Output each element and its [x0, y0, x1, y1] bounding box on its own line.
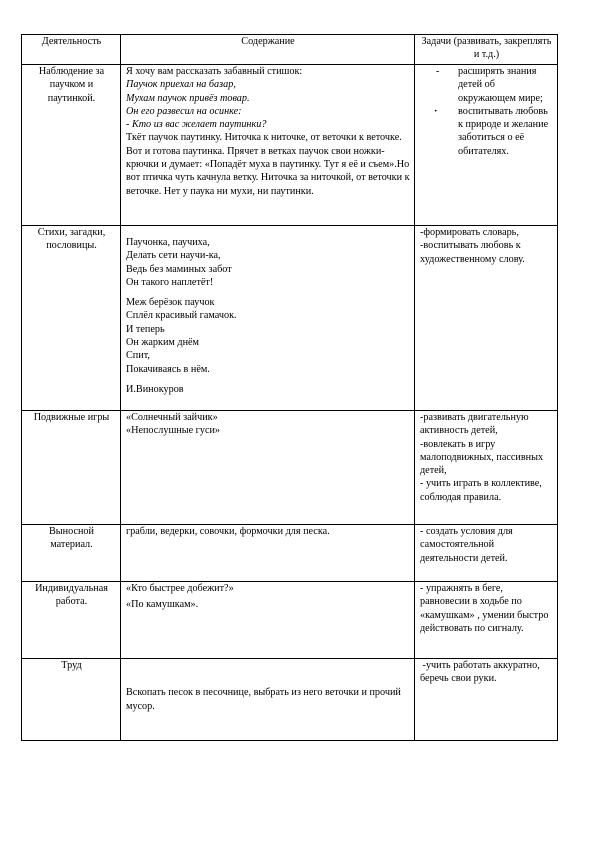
table-row	[22, 411, 558, 525]
poem-line: Ведь без маминых забот	[126, 263, 232, 275]
tasks-cell	[415, 582, 558, 659]
poem-line: Паучок приехал на базар,	[126, 79, 236, 91]
poem-author: И.Винокуров	[126, 383, 184, 395]
activity-cell: Выносной материал.	[22, 525, 121, 582]
task-item: · воспитывать любовь к природе и желание заботиться о её обитателях.	[458, 105, 553, 158]
poem-line: И теперь	[126, 323, 165, 335]
content-cell	[121, 525, 415, 582]
table-row	[22, 525, 558, 582]
header-activity: Деятельность	[22, 35, 121, 65]
game-item: «Солнечный зайчик»	[126, 412, 218, 423]
poem-line: Мухам паучок привёз товар.	[126, 92, 250, 104]
poem-line: Он его развесил на осинке:	[126, 105, 242, 117]
poem-line: Он жарким днём	[126, 337, 200, 349]
tasks-cell	[415, 226, 558, 411]
activity-cell: Индивидуальная работа.	[22, 582, 121, 659]
activity-cell: Стихи, загадки, пословицы.	[22, 226, 121, 411]
header-content: Содержание	[121, 35, 415, 65]
table-row	[22, 65, 558, 226]
poem-line: - Кто из вас желает паутинки?	[126, 119, 267, 131]
work-item: «По камушкам».	[126, 599, 199, 611]
poem-line: Покачиваясь в нём.	[126, 363, 210, 375]
task-item: - расширять знания детей об окружающем мире;	[458, 65, 553, 105]
content-cell	[121, 226, 415, 411]
poem-line: Сплёл красивый гамачок.	[126, 310, 237, 322]
tasks-cell	[415, 411, 558, 525]
header-row	[22, 35, 558, 65]
task-item: - создать условия для самостоятельной деятельности детей.	[420, 526, 513, 564]
plan-table	[21, 34, 558, 741]
content-line: Я хочу вам рассказать забавный стишок:	[126, 66, 303, 77]
activity-cell: Наблюдение за паучком и паутинкой.	[22, 65, 121, 226]
tasks-cell	[415, 65, 558, 226]
poem-line: Меж берёзок паучок	[126, 297, 215, 309]
content-cell	[121, 65, 415, 226]
task-item: -развивать двигательную активность детей,	[420, 412, 529, 437]
tasks-cell	[415, 525, 558, 582]
activity-cell: Подвижные игры	[22, 411, 121, 525]
content-cell	[121, 411, 415, 525]
task-item: -учить работать аккуратно, беречь свои руки.	[420, 660, 543, 685]
activity-cell: Труд	[22, 659, 121, 741]
material-item: грабли, ведерки, совочки, формочки для песка.	[126, 526, 330, 537]
game-item: «Непослушные гуси»	[126, 425, 221, 437]
table-row	[22, 226, 558, 411]
tasks-cell	[415, 659, 558, 741]
task-item: -формировать словарь,	[420, 227, 519, 238]
task-item: - упражнять в беге, равновесии в ходьбе по «камушкам» , умении быстро действовать по сигналу.	[420, 583, 549, 634]
task-item: -воспитывать любовь к художественному слову.	[420, 240, 525, 265]
table-row	[22, 659, 558, 741]
poem-line: Делать сети научи-ка,	[126, 250, 221, 262]
work-item: «Кто быстрее добежит?»	[126, 583, 234, 594]
task-item: - учить играть в коллективе, соблюдая правила.	[420, 478, 542, 503]
task-item: -вовлекать в игру малоподвижных, пассивных детей,	[420, 438, 544, 477]
work-item: Вскопать песок в песочнице, выбрать из него веточки и прочий мусор.	[126, 687, 401, 712]
poem-line: Паучонка, паучиха,	[126, 237, 210, 248]
content-paragraph: Ткёт паучок паутинку. Ниточка к ниточке, от веточки к веточке. Вот и готова паутинка. Прячет в ветках паучок свои ножки-крючки и думает: «Попадёт муха в паутинку. Тут я её и съем».Но вот птичка чуть качнула ветку. Ниточка за ниточкой, от веточки к веточке. Нет у паука ни мухи, ни паутинки.	[126, 132, 410, 197]
content-cell	[121, 659, 415, 741]
content-cell	[121, 582, 415, 659]
poem-line: Спит,	[126, 350, 150, 362]
table-row	[22, 582, 558, 659]
poem-line: Он такого наплетёт!	[126, 276, 214, 288]
header-tasks: Задачи (развивать, закреплять и т.д.)	[415, 35, 558, 65]
